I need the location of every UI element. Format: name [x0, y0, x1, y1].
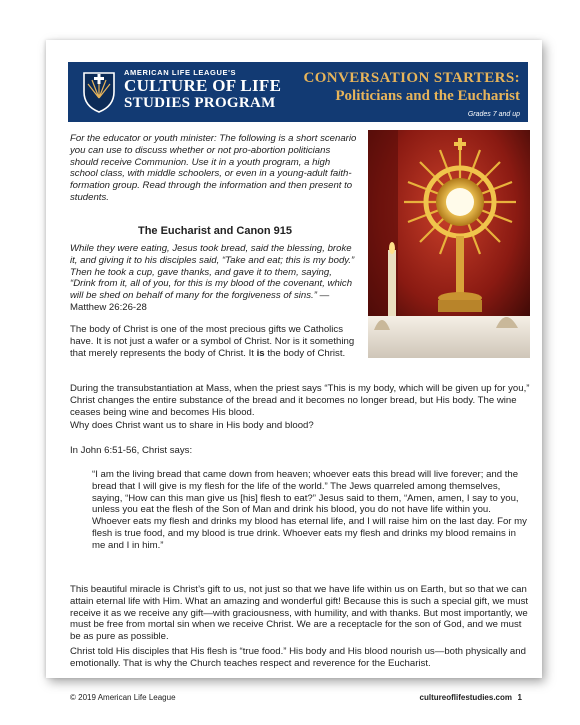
- shield-cross-logo-icon: [82, 70, 116, 114]
- copyright: © 2019 American Life League: [70, 693, 176, 702]
- series-title: CONVERSATION STARTERS:: [303, 70, 520, 86]
- topic-title: Politicians and the Eucharist: [335, 88, 520, 104]
- program-line-1: CULTURE OF LIFE: [124, 76, 282, 95]
- header-banner: [68, 62, 528, 122]
- program-line-2: STUDIES PROGRAM: [124, 95, 276, 111]
- monstrance-photo: [368, 130, 530, 358]
- scripture-text: While they were eating, Jesus took bread, said the blessing, broke it, and giving it to his disciples said, “Take and eat; this is my body.” Then he took a cup, gave thanks, and gave it to them, saying, “Drink from it, all of you, for this is my blood of the covenant, which will be shed on behalf of many for the forgiveness of sins.”: [70, 243, 355, 302]
- page-number: 1: [517, 693, 522, 702]
- paragraph-true-food: Christ told His disciples that His flesh is “true food.” His body and His blood nourish us—both physically and emotionally. That is why the Church teaches respect and reverence for the Eucharist.: [70, 646, 526, 669]
- p1-emphasis: is: [256, 347, 265, 359]
- paragraph-body-of-christ: [70, 324, 362, 359]
- educator-intro: For the educator or youth minister: The following is a short scenario you can use to discuss whether or not pro-abortion politicians should receive Communion. Use it in a youth program, a high school class, with middle schoolers, or even in a young-adult faith-formation group. Read through the information and then present to students.: [70, 133, 357, 203]
- paragraph-question: Why does Christ want us to share in His body and blood?: [70, 420, 314, 431]
- paragraph-miracle: This beautiful miracle is Christ’s gift to us, not just so that we have life within us on Earth, but so that we can attain eternal life with Him. What an amazing and wonderful gift! Because this is such a special gift, we must receive it as we receive any gift—with graciousness, with humility, and with thanks. But most importantly, we must be free from mortal sin when we receive Christ. We are a receptacle for the son of God, and we must be as pure as possible.: [70, 584, 529, 643]
- org-line: AMERICAN LIFE LEAGUE'S: [124, 68, 237, 77]
- document-title: [303, 70, 520, 105]
- website-link[interactable]: cultureoflifestudies.com: [419, 693, 512, 702]
- scripture-passage: [70, 243, 360, 314]
- document-page: [46, 40, 542, 702]
- grade-level: Grades 7 and up: [467, 111, 520, 118]
- program-logo-text: [124, 68, 281, 111]
- john-quote: “I am the living bread that came down from heaven; whoever eats this bread will live forever; and the bread that I will give is my flesh for the life of the world.” The Jews quarreled among themselves, saying, “How can this man give us [his] flesh to eat?” Jesus said to them, “Amen, amen, I say to you, unless you eat the flesh of the Son of Man and drink his blood, you do not have life within you. Whoever eats my flesh and drinks my blood has eternal life, and I will raise him on the last day. For my flesh is true food, and my blood is true drink. Whoever eats my flesh and drinks my blood remains in me and I in him.”: [92, 469, 527, 551]
- section-title: The Eucharist and Canon 915: [137, 225, 293, 237]
- scripture-reference: — Matthew 26:26-28: [70, 290, 330, 313]
- paragraph-transubstantiation: During the transubstantiation at Mass, when the priest says “This is my body, which will be given up for you,” Christ changes the entire substance of the bread and it becomes no longer bread, but His body. The wine ceases being wine and becomes His blood.: [70, 383, 530, 418]
- p1-text-c: the body of Christ.: [264, 347, 346, 359]
- p1-text-a: The body of Christ is one of the most precious gifts we Catholics have. It is not just a wafer or a symbol of Christ. Nor is it something that merely represents the body of Christ. It: [70, 324, 355, 359]
- paragraph-john-intro: In John 6:51-56, Christ says:: [70, 445, 193, 456]
